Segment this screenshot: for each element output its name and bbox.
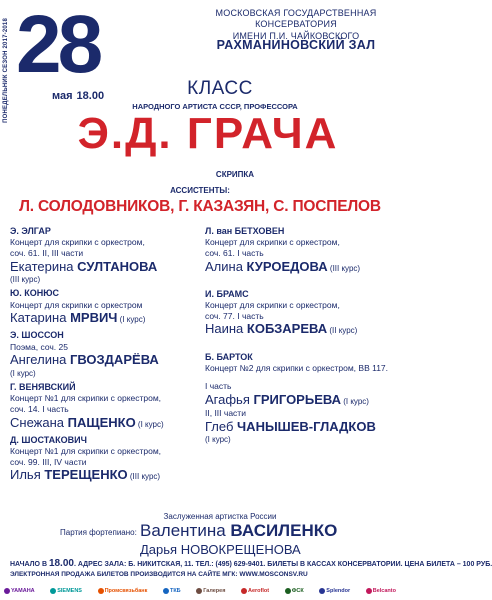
psb-icon [98,588,104,594]
performer-name: Снежана ПАЩЕНКО (I курс) [10,414,164,430]
footer-info: НАЧАЛО В 18.00. АДРЕС ЗАЛА: Б. НИКИТСКАЯ, 11. ТЕЛ.: (495) 629-9401. БИЛЕТЫ В КАССАХ КОНСЕРВАТОРИИ. ЦЕНА БИЛЕТА – 100 РУБ. [10,558,492,569]
performer-name: Екатерина СУЛТАНОВА [10,258,158,274]
splendor-icon [319,588,325,594]
sponsor-logo: SIEMENS [50,588,82,594]
footer-online-sales: ЭЛЕКТРОННАЯ ПРОДАЖА БИЛЕТОВ ПРОИЗВОДИТСЯ НА САЙТЕ МГК: WWW.MOSCONSV.RU [10,571,308,578]
conservatory-name: МОСКОВСКАЯ ГОСУДАРСТВЕННАЯ КОНСЕРВАТОРИЯ ИМЕНИ П.И. ЧАЙКОВСКОГО [215,8,377,41]
galereya-icon [196,588,202,594]
program-item-bartok [205,352,395,445]
composer-name: Л. ван БЕТХОВЕН [205,226,285,236]
sponsor-logo: Aeroflot [241,588,269,594]
performer-year: (I курс) [135,419,164,429]
program-item [205,289,395,338]
performer-year: (I курс) [341,397,369,406]
performer-year: (I курс) [205,435,231,445]
work-title: Концерт №1 для скрипки с оркестром, [10,393,162,404]
performer-name: Ангелина ГВОЗДАРЁВА [10,352,159,368]
sponsor-logo: YAMAHA [4,588,35,594]
sponsor-logo: Belcanto [366,588,396,594]
composer-name: Б. БАРТОК [205,351,253,362]
performer-year: (III курс) [10,274,41,284]
performer-name: Агафья ГРИГОРЬЕВА (I курс) [205,392,369,407]
performer-year: (I курс) [10,368,36,378]
work-title: Концерт для скрипки с оркестром, [10,237,145,248]
performer-name: Наина КОБЗАРЕВА (II курс) [205,321,358,337]
yamaha-icon [4,588,10,594]
performer-year: (III курс) [127,472,161,482]
program-item [10,435,200,484]
performer-name: Илья ТЕРЕЩЕНКО (III курс) [10,467,161,483]
class-subtitle: НАРОДНОГО АРТИСТА СССР, ПРОФЕССОРА [132,102,298,111]
work-title: соч. 77. I часть [205,310,264,321]
work-title: соч. 99. III, IV части [10,456,87,467]
program-left-column [10,226,200,488]
composer-name: Ю. КОНЮС [10,288,59,299]
composer-name: Д. ШОСТАКОВИЧ [10,434,87,445]
sponsor-logo: Галерея [196,588,225,594]
assistants-names: Л. СОЛОДОВНИКОВ, Г. КАЗАЗЯН, С. ПОСПЕЛОВ [19,198,381,215]
sponsor-logo: ТКБ [163,588,181,594]
season-vertical-label: ПОНЕДЕЛЬНИК СЕЗОН 2017-2018 [3,18,9,123]
program-item [10,382,200,431]
performer-year: (I курс) [117,315,146,325]
assistants-label: АССИСТЕНТЫ: [170,186,230,195]
work-title: Концерт для скрипки с оркестром [10,299,143,310]
work-title: Концерт №1 для скрипки с оркестром, [10,446,162,457]
performer-year: (III курс) [327,263,361,273]
pianist-name-2: Дарья НОВОКРЕЩЕНОВА [140,542,301,557]
honorary-title: Заслуженная артистка России [163,512,277,521]
tkb-icon [163,588,169,594]
performer-year: (II курс) [327,326,358,336]
fsk-icon [285,588,291,594]
sponsor-logos [4,584,396,598]
concert-month: мая [52,90,73,102]
composer-name: Г. ВЕНЯВСКИЙ [10,382,76,393]
concert-time: 18.00 [76,90,105,102]
sponsor-logo: Splendor [319,588,350,594]
professor-name: Э.Д. ГРАЧА [77,109,339,158]
work-part: II, III части [205,408,246,419]
work-title: Поэма, соч. 25 [10,341,68,352]
composer-name: Э. ЭЛГАР [10,226,51,236]
work-title: соч. 61. I часть [205,247,264,258]
work-title: соч. 14. I часть [10,404,69,415]
work-title: соч. 61. II, III части [10,247,84,258]
program-item [10,288,200,326]
program-right-column [205,226,395,449]
belcanto-icon [366,588,372,594]
program-item [205,226,395,275]
aeroflot-icon [241,588,247,594]
sponsor-logo: Промсвязьбанк [98,588,148,594]
composer-name: Э. ШОССОН [10,330,64,341]
composer-name: И. БРАМС [205,288,249,299]
performer-name: Катарина МРВИЧ (I курс) [10,310,146,326]
instrument-label: СКРИПКА [215,170,255,179]
performer-name: Алина КУРОЕДОВА (III курс) [205,258,361,274]
pianist-name: Валентина ВАСИЛЕНКО [140,521,338,540]
work-title: Концерт для скрипки с оркестром, [205,300,340,310]
siemens-icon [50,588,56,594]
work-title: Концерт для скрипки с оркестром, [205,237,340,248]
work-title: Концерт №2 для скрипки с оркестром, BB 117. [205,362,389,373]
program-item [10,226,200,284]
class-word: КЛАСС [187,78,253,99]
concert-date-number: 28 [16,0,100,90]
sponsor-logo: ФСК [285,588,304,594]
program-item [10,330,200,378]
piano-label: Партия фортепиано: [60,528,137,537]
performer-name: Глеб ЧАНЫШЕВ-ГЛАДКОВ [205,418,376,434]
work-part: I часть [205,381,232,392]
hall-name: РАХМАНИНОВСКИЙ ЗАЛ [216,38,376,52]
